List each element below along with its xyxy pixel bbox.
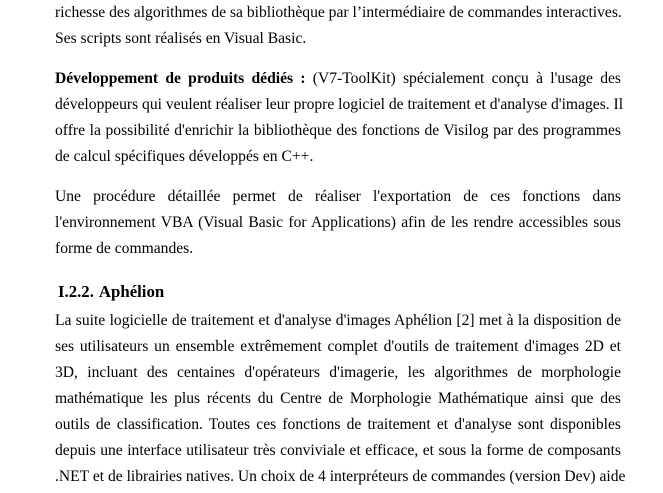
paragraph-line: l'environnement VBA (Visual Basic for Applications) afin de les rendre accessibles sous	[55, 214, 621, 231]
paragraph-line: depuis une interface utilisateur très conviviale et efficace, et sous la forme de composants	[55, 442, 621, 459]
paragraph-line: Une procédure détaillée permet de réaliser l'exportation de ces fonctions dans	[55, 188, 621, 205]
bold-lead: Développement de produits dédiés :	[55, 70, 306, 87]
paragraph-line: 3D, incluant des centaines d'opérateurs d'imagerie, les algorithmes de morphologie	[55, 364, 621, 381]
paragraph-line: forme de commandes.	[55, 240, 194, 257]
paragraph-text: (V7-ToolKit) spécialement conçu à l'usage des	[305, 70, 621, 87]
paragraph-line: Ses scripts sont réalisés en Visual Basic.	[55, 30, 307, 47]
paragraph-line: offre la possibilité d'enrichir la bibliothèque des fonctions de Visilog par des programmes	[55, 122, 621, 139]
section-title: Aphélion	[98, 282, 165, 301]
paragraph-line: ses utilisateurs un ensemble extrêmement complet d'outils de traitement d'images 2D et	[55, 338, 621, 355]
paragraph-line: .NET et de librairies natives. Un choix de 4 interpréteurs de commandes (version Dev) aide	[55, 468, 626, 485]
section-number: I.2.2.	[58, 282, 94, 301]
paragraph-line: développeurs qui veulent réaliser leur propre logiciel de traitement et d'analyse d'images. Il	[55, 96, 624, 113]
paragraph-line: de calcul spécifiques développés en C++.	[55, 148, 314, 165]
paragraph-line: mathématique les plus récents du Centre de Morphologie Mathématique ainsi que des	[55, 390, 621, 407]
paragraph-line: richesse des algorithmes de sa bibliothèque par l’intermédiaire de commandes interactives.	[55, 4, 622, 21]
section-heading	[58, 281, 164, 303]
paragraph-line: La suite logicielle de traitement et d'analyse d'images Aphélion [2] met à la disposition de	[55, 312, 621, 329]
paragraph-line	[55, 69, 621, 89]
paragraph-line: outils de classification. Toutes ces fonctions de traitement et d'analyse sont disponibles	[55, 416, 621, 433]
